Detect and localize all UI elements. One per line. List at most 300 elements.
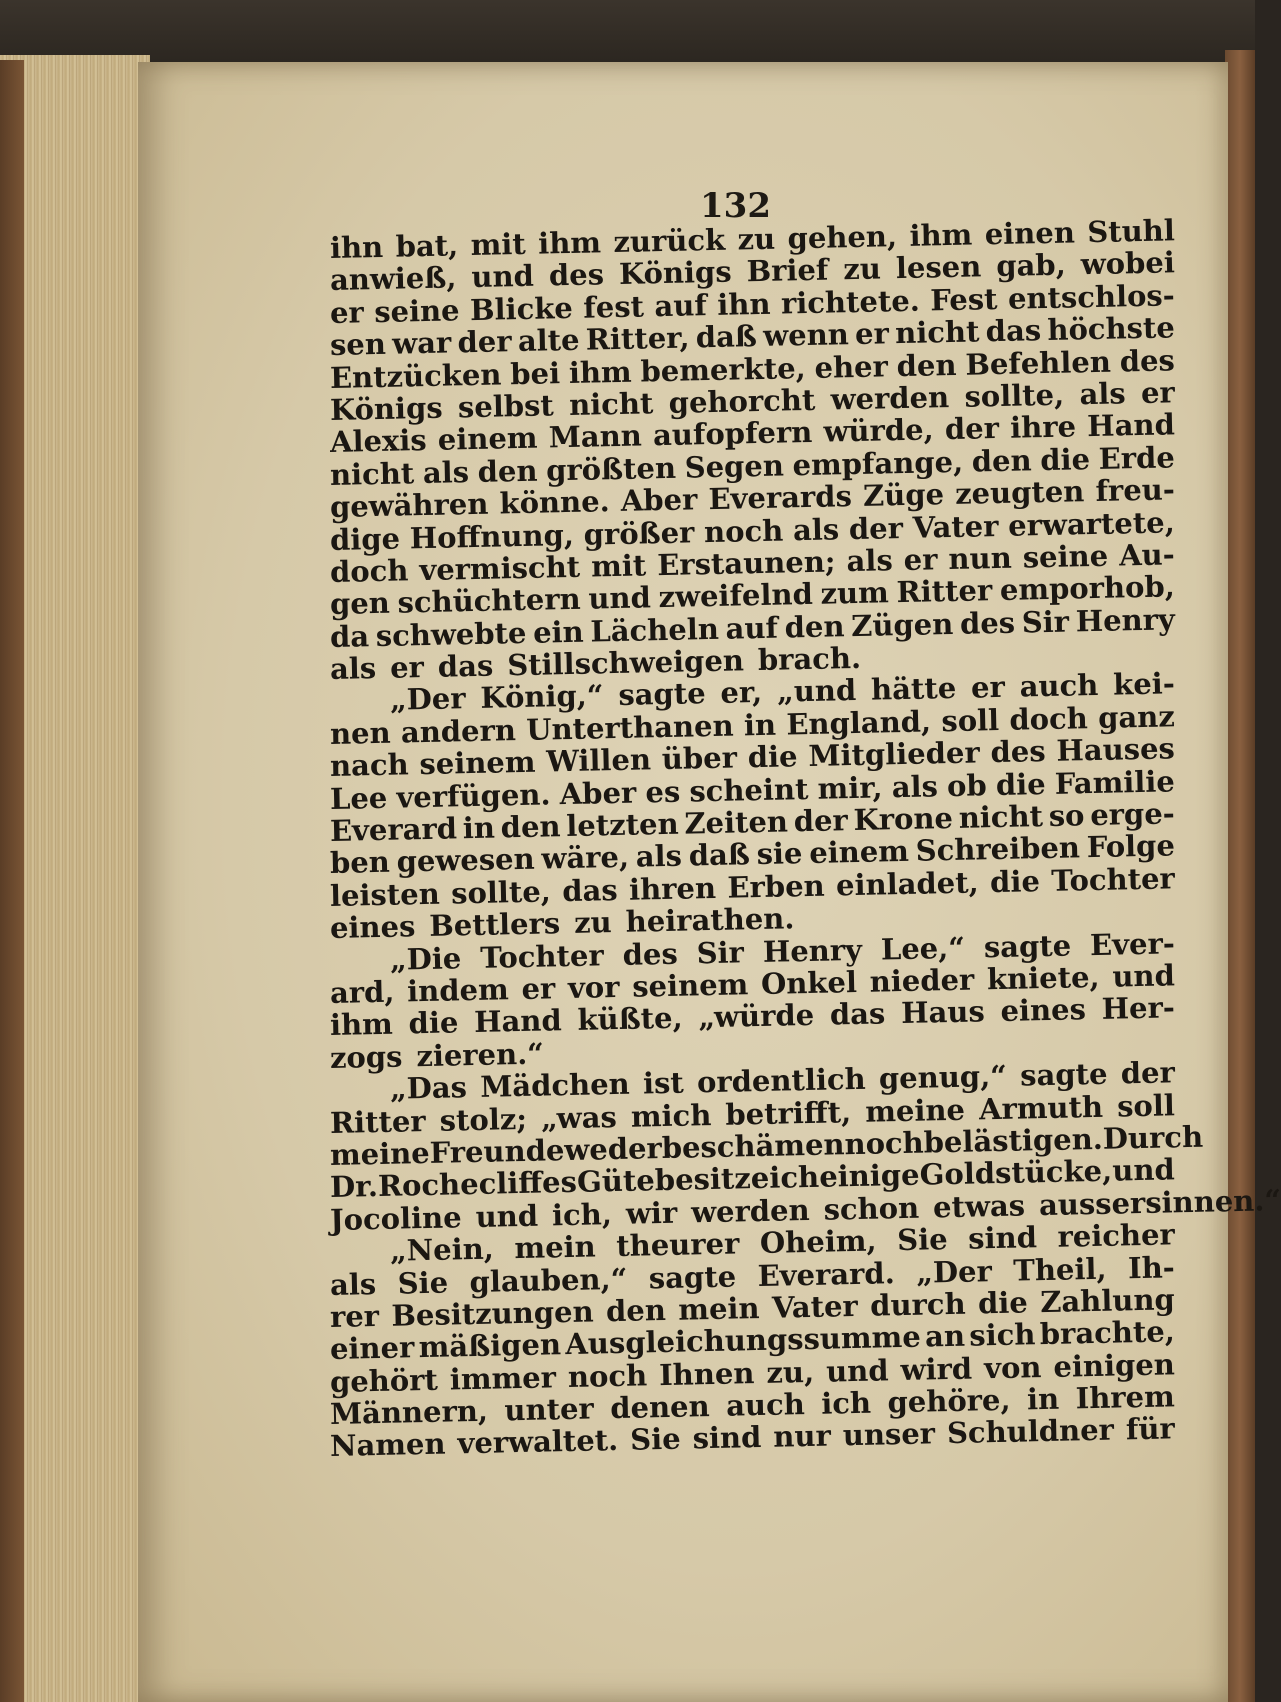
word: Segen (684, 448, 785, 485)
word: etwas (932, 1188, 1026, 1225)
word: auf (725, 610, 779, 646)
word: das (985, 313, 1042, 349)
word: besitze (654, 1161, 770, 1198)
word: des (1119, 342, 1176, 379)
word: unter (504, 1391, 595, 1428)
word: gehört (329, 1362, 439, 1399)
scan-top-band (0, 0, 1255, 70)
word: mir, (817, 770, 883, 806)
word: Stillschweigen (506, 643, 745, 683)
word: dige (329, 521, 401, 557)
word: „was (540, 1099, 618, 1136)
word: und (475, 1198, 539, 1234)
word: Ever- (1089, 925, 1176, 962)
word: als (891, 768, 939, 804)
word: Sie (896, 1222, 948, 1258)
word: vor (567, 969, 620, 1005)
word: alte (517, 322, 580, 359)
word: Hauses (1056, 731, 1176, 769)
word: sollte, (964, 377, 1065, 414)
word: die (747, 739, 798, 775)
word: belästigen. (923, 1121, 1104, 1160)
word: aufopfern (652, 415, 813, 453)
word: „Das (389, 1070, 468, 1106)
word: Everard. (757, 1255, 896, 1293)
word: des (548, 257, 605, 293)
word: soll (1116, 1087, 1176, 1124)
word: Entzücken (329, 356, 502, 395)
word: die (1039, 441, 1091, 477)
word: Königs (618, 254, 732, 292)
word: Familie (1054, 763, 1176, 801)
word: bei (509, 355, 561, 391)
word: ihm (537, 225, 602, 261)
word: so (1048, 798, 1085, 833)
word: einladet, (835, 865, 980, 903)
word: zu (737, 221, 776, 257)
word: Fest (929, 281, 998, 318)
word: Ih- (1127, 1249, 1176, 1285)
word: lesen (895, 249, 982, 286)
word: den (477, 453, 538, 489)
word: Ihnen (658, 1355, 755, 1392)
word: theurer (615, 1226, 740, 1264)
word: es (645, 774, 681, 810)
word: und (588, 580, 652, 616)
page-number: 132 (700, 186, 771, 226)
word: Mitglieder (808, 735, 981, 774)
word: wobei (1080, 245, 1176, 282)
word: Namen (329, 1427, 446, 1464)
word: soll (941, 702, 1000, 739)
word: verwaltet. (457, 1423, 619, 1461)
word: er (854, 316, 890, 352)
word: Sie (629, 1422, 681, 1458)
word: nicht (568, 386, 654, 422)
word: noch (844, 1125, 925, 1162)
word: in (743, 707, 777, 743)
word: Lee,“ (880, 930, 966, 967)
word: Ritter, (585, 320, 690, 357)
word: noch (703, 513, 784, 549)
word: ich (768, 1160, 820, 1196)
word: einige (818, 1157, 920, 1195)
word: erwartete, (1007, 504, 1176, 543)
word: Männern, (329, 1393, 489, 1432)
word: Henry (762, 932, 863, 969)
word: auf (654, 287, 708, 323)
word: indem (406, 972, 510, 1009)
word: Mädchen (479, 1066, 631, 1105)
word: sind (692, 1420, 762, 1456)
word: Freunde (429, 1133, 565, 1170)
word: ihm (568, 354, 633, 390)
word: wenn (762, 317, 850, 354)
word: als (329, 651, 377, 687)
word: sagte (1019, 1056, 1108, 1093)
word: seine (373, 293, 460, 329)
word: Züge (862, 477, 945, 513)
word: des (990, 734, 1046, 770)
word: Befehlen (965, 344, 1112, 382)
word: als (422, 454, 470, 490)
word: leisten (329, 876, 441, 913)
word: Aber (559, 775, 637, 811)
book-cover-left (0, 60, 24, 1702)
word: nur (772, 1418, 832, 1455)
word: gehöre, (887, 1382, 1011, 1420)
word: Her- (1101, 990, 1176, 1027)
word: Everards (708, 479, 853, 517)
word: Oheim, (759, 1223, 877, 1261)
word: und (1111, 1152, 1176, 1188)
word: brach. (757, 640, 862, 678)
word: „Nein, (389, 1231, 495, 1268)
word: Königs (329, 390, 443, 427)
word: Zeiten (684, 804, 789, 841)
word: Erben (727, 868, 825, 905)
word: Krone (853, 800, 954, 838)
word: daß (688, 837, 751, 873)
word: zu (842, 251, 882, 287)
word: nach (329, 747, 409, 784)
word: schüchtern (397, 582, 581, 620)
word: Rochecliffes (377, 1165, 578, 1204)
word: Sir (696, 934, 745, 970)
word: immer (449, 1359, 557, 1397)
word: bat, (395, 228, 459, 264)
word: zeugten (954, 474, 1085, 512)
word: der (1120, 1055, 1176, 1091)
word: eines (1000, 992, 1087, 1029)
word: als (1079, 376, 1126, 412)
word: des (622, 936, 679, 972)
word: der (848, 510, 904, 546)
word: unser (842, 1416, 936, 1453)
word: eher (814, 348, 889, 385)
word: ein (532, 614, 585, 650)
word: Folge (1086, 828, 1176, 865)
word: größten (545, 450, 677, 488)
word: ihm (909, 217, 973, 253)
word: zweifelnd (658, 577, 814, 615)
word: das (561, 872, 619, 908)
word: sagte (983, 928, 1072, 964)
word: seinem (631, 967, 749, 1004)
word: das (437, 648, 494, 684)
word: werden (830, 379, 950, 417)
word: Au- (1118, 537, 1176, 573)
word: genug,“ (878, 1058, 1008, 1096)
word: auch (725, 1387, 806, 1423)
word: war (391, 325, 452, 361)
word: zu, (766, 1354, 815, 1390)
word: ich, (551, 1196, 613, 1233)
word: gehen, (787, 219, 898, 256)
word: beschämen (661, 1127, 845, 1165)
book-cover-right (1225, 50, 1255, 1702)
word: selbst (457, 388, 555, 425)
word: Henry (1075, 601, 1176, 639)
word: könne. (499, 484, 611, 521)
word: kei- (1112, 666, 1176, 703)
word: ihn (329, 229, 384, 265)
word: Everard (329, 811, 458, 849)
word: Mann (548, 418, 643, 455)
word: wird (900, 1351, 973, 1387)
word: andern (400, 712, 517, 750)
word: sen (329, 327, 387, 363)
word: gab, (995, 247, 1067, 284)
word: mein (677, 1290, 760, 1327)
word: eines (329, 909, 416, 946)
word: anwieß, (329, 260, 457, 298)
word: Sir (1021, 604, 1070, 640)
word: und (1111, 958, 1176, 994)
word: erge- (1089, 796, 1176, 833)
word: sollte, (450, 874, 552, 911)
word: ordentlich (696, 1061, 866, 1100)
word: vermischt (419, 549, 581, 588)
word: heirathen. (625, 901, 795, 940)
word: würde, (823, 412, 935, 450)
word: emporhob, (999, 569, 1176, 608)
word: König,“ (480, 678, 604, 716)
word: einem (808, 834, 910, 871)
word: freu- (1095, 472, 1176, 509)
word: doch (329, 553, 409, 589)
word: Hand (473, 1003, 563, 1040)
word: ihm (329, 1007, 394, 1043)
word: Hand (1086, 407, 1176, 444)
word: Vater (912, 508, 999, 545)
word: seine (1022, 538, 1109, 575)
word: Blicke (469, 290, 574, 327)
word: das (829, 996, 886, 1032)
word: ard, (329, 974, 395, 1010)
word: richtete. (780, 283, 921, 321)
word: ihren (628, 870, 717, 907)
word: die (408, 1005, 459, 1041)
word: Ihrem (1075, 1379, 1176, 1416)
word: des (959, 605, 1016, 641)
word: Schreiben (915, 830, 1081, 869)
word: gewesen (396, 842, 535, 880)
word: nen (329, 715, 391, 751)
word: zogs (329, 1039, 403, 1075)
word: meine (864, 1092, 966, 1129)
word: durch (869, 1286, 966, 1323)
word: für (1125, 1411, 1176, 1447)
word: Zahlung (1039, 1282, 1176, 1320)
word: Theil, (1012, 1251, 1107, 1288)
word: „Der (915, 1253, 993, 1290)
word: Bettlers (428, 906, 561, 944)
word: Erstaunen; (656, 544, 836, 583)
word: als (792, 511, 840, 547)
word: mit (590, 548, 647, 584)
word: Hoffnung, (409, 517, 575, 555)
word: Tochter (479, 937, 605, 975)
word: Vater (771, 1288, 859, 1325)
word: Brief (746, 252, 829, 289)
word: zum (820, 575, 890, 612)
word: verfügen. (396, 777, 551, 815)
word: Durch (1102, 1119, 1204, 1156)
word: Armuth (978, 1089, 1104, 1126)
word: er (903, 542, 938, 577)
word: als (635, 839, 683, 875)
word: sie (756, 836, 803, 872)
word: er (970, 670, 1006, 706)
word: ben (329, 845, 391, 881)
word: „Die (389, 940, 462, 977)
word: zu (573, 905, 613, 941)
word: in (1026, 1381, 1060, 1417)
word: als (846, 543, 894, 579)
word: nieder (869, 962, 975, 999)
word: schwebte (375, 615, 527, 653)
word: Haus (900, 994, 986, 1031)
word: den (971, 443, 1032, 479)
word: sagte (648, 1258, 737, 1295)
word: empfange, (792, 444, 964, 483)
word: daß (695, 319, 758, 355)
word: in (462, 810, 496, 846)
word: aussersinnen.“ (1038, 1182, 1281, 1222)
word: ich (820, 1385, 872, 1421)
word: Erde (1098, 440, 1176, 476)
word: gen (329, 586, 391, 622)
word: ist (642, 1065, 685, 1101)
word: mich (630, 1097, 712, 1134)
word: gewähren (329, 486, 489, 525)
word: Willen (545, 742, 652, 779)
word: brachte, (1039, 1314, 1176, 1352)
word: mäßigen (418, 1327, 562, 1365)
word: den (784, 608, 845, 645)
word: ihn (716, 286, 771, 322)
word: Schuldner (946, 1413, 1115, 1451)
word: mit (470, 226, 527, 263)
word: Dr. (329, 1169, 379, 1205)
word: Stuhl (1086, 213, 1176, 250)
word: Lee (329, 780, 388, 816)
word: sagte (617, 676, 706, 713)
word: letzten (565, 806, 679, 844)
word: einen (984, 215, 1076, 252)
word: Güte (576, 1163, 656, 1200)
word: schon (823, 1190, 920, 1227)
word: über (661, 740, 738, 777)
word: wir (625, 1195, 678, 1231)
word: die (977, 1285, 1029, 1321)
word: an (924, 1318, 966, 1354)
word: betrifft, (725, 1094, 852, 1132)
word: Unterthanen (525, 708, 734, 747)
word: doch (1009, 700, 1089, 737)
word: weder (563, 1130, 663, 1168)
word: seinem (419, 744, 536, 782)
word: Zügen (850, 606, 954, 643)
word: und (825, 1352, 889, 1389)
word: von (983, 1349, 1042, 1385)
word: den (896, 347, 957, 383)
word: noch (567, 1358, 648, 1394)
word: „und (776, 673, 857, 710)
word: werden (690, 1192, 810, 1230)
word: sind (967, 1220, 1038, 1256)
word: den (500, 809, 561, 845)
word: „würde (698, 998, 815, 1035)
word: entschlos- (1007, 278, 1176, 316)
word: zieren.“ (416, 1036, 545, 1073)
word: denen (609, 1389, 710, 1426)
word: England, (786, 704, 932, 742)
word: Ausgleichungssumme (564, 1319, 922, 1362)
word: mein (514, 1229, 597, 1266)
word: Lächeln (590, 611, 720, 649)
word: Tochter (1050, 861, 1176, 898)
word: hätte (870, 671, 957, 708)
word: Jocoline (329, 1199, 462, 1237)
word: größer (583, 514, 695, 552)
word: Besitzungen (391, 1294, 594, 1333)
word: Sie (397, 1265, 449, 1301)
word: er (1140, 375, 1176, 410)
word: bemerkte, (640, 350, 807, 389)
word: sich (968, 1317, 1036, 1353)
word: nicht (329, 455, 415, 492)
word: wäre, (541, 840, 630, 876)
word: der (944, 411, 1000, 447)
word: der (793, 803, 849, 839)
word: höchste (1047, 310, 1176, 348)
word: die (989, 863, 1041, 899)
word: nun (948, 540, 1013, 576)
word: gehorcht (668, 382, 816, 420)
word: meine (329, 1135, 431, 1172)
word: glauben,“ (469, 1261, 628, 1299)
word: scheint (689, 771, 809, 809)
word: der (457, 324, 512, 360)
word: er, (720, 675, 763, 711)
word: Aber (620, 482, 698, 519)
word: stolz; (439, 1101, 528, 1138)
word: „Der (389, 681, 466, 718)
word: Goldstücke, (919, 1153, 1113, 1192)
word: reicher (1057, 1217, 1176, 1254)
word: er (329, 295, 365, 330)
word: auch (1019, 668, 1099, 705)
word: kniete, (986, 959, 1100, 997)
word: Alexis (329, 423, 427, 460)
word: Onkel (760, 964, 858, 1001)
word: rer (329, 1298, 380, 1334)
word: zurück (613, 222, 726, 260)
word: einigen (1053, 1346, 1176, 1384)
word: küßte, (577, 1000, 683, 1038)
word: ganz (1097, 699, 1176, 735)
word: ob (946, 767, 988, 803)
word: den (605, 1292, 667, 1329)
word: einer (329, 1330, 415, 1367)
word: als (329, 1266, 377, 1302)
word: er (521, 971, 556, 1006)
word: Ritter (329, 1103, 426, 1140)
word: die (995, 766, 1046, 802)
word: fest (582, 289, 645, 325)
